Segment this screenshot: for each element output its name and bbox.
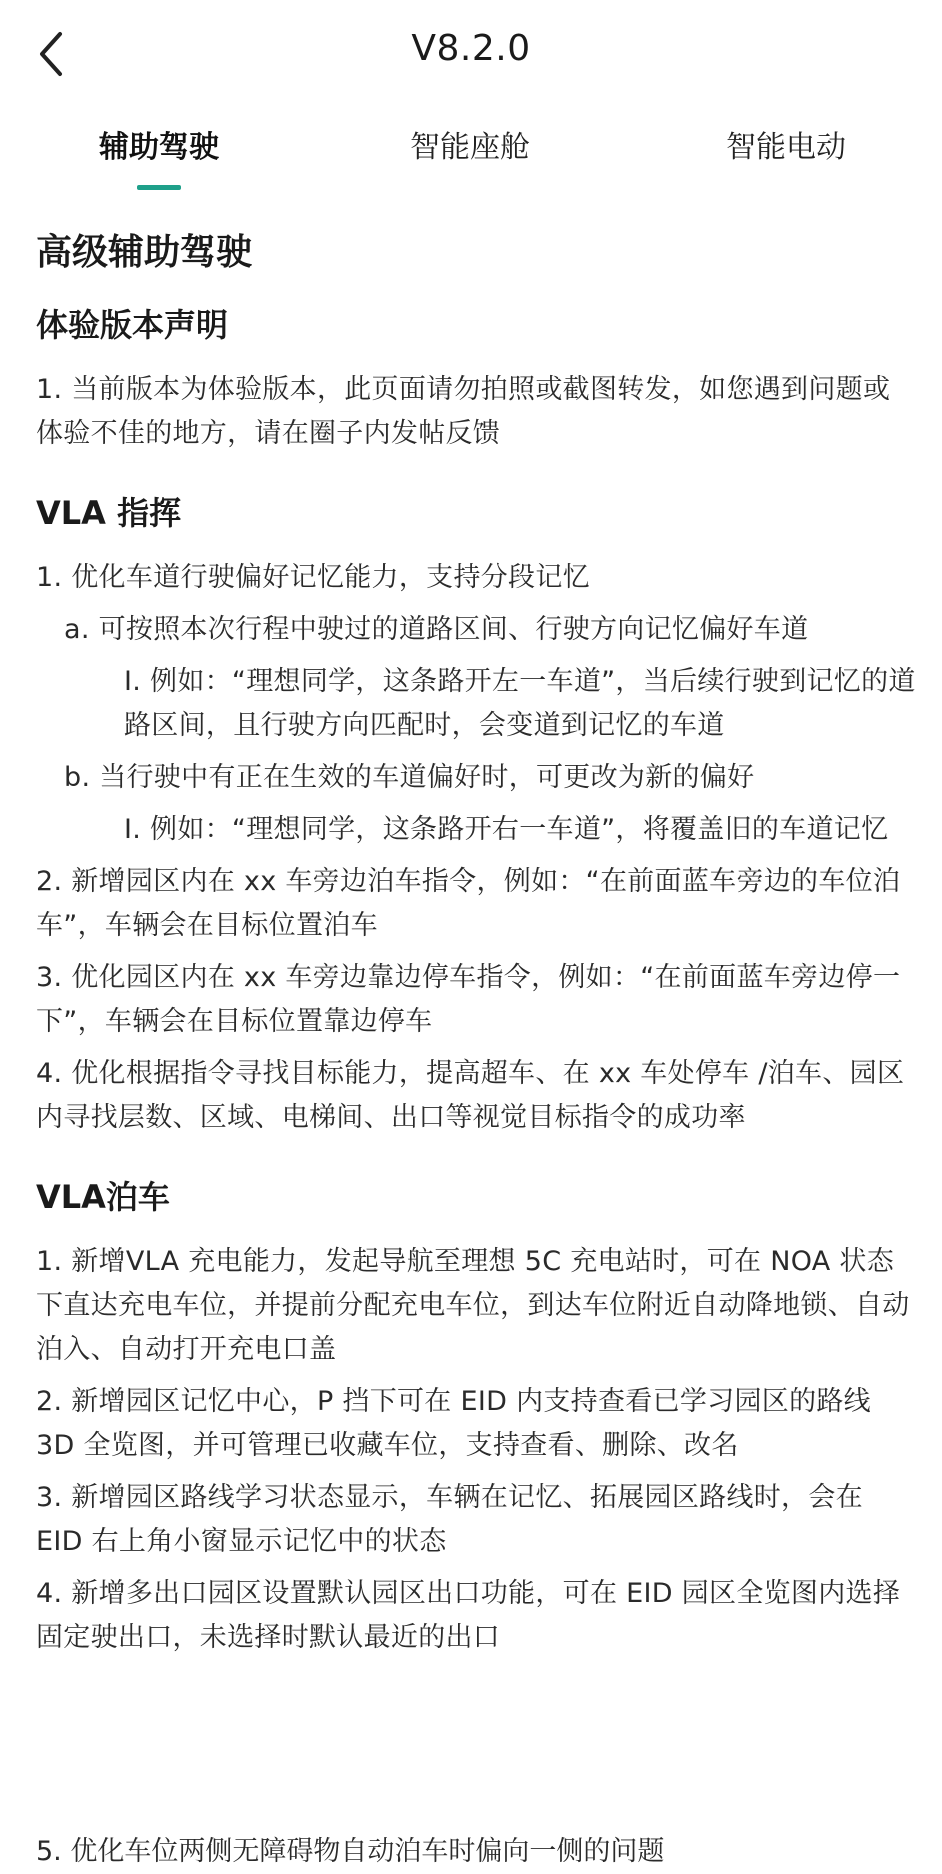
note-item: 1. 当前版本为体验版本，此页面请勿拍照或截图转发，如您遇到问题或体验不佳的地方，请在圈子内发帖反馈 bbox=[36, 374, 891, 449]
active-tab-indicator bbox=[137, 185, 181, 190]
release-notes bbox=[36, 228, 916, 1668]
section-title: VLA泊车 bbox=[36, 1178, 170, 1216]
note-subsubitem: I. 例如：“理想同学，这条路开右一车道”，将覆盖旧的车道记忆 bbox=[124, 814, 889, 845]
app-header bbox=[0, 0, 942, 110]
tab-assisted-driving[interactable]: 辅助驾驶 bbox=[99, 130, 219, 165]
note-item: 4. 优化根据指令寻找目标能力，提高超车、在 xx 车处停车 /泊车、园区内寻找层数、区域、电梯间、出口等视觉目标指令的成功率 bbox=[36, 1058, 905, 1133]
note-subsubitem: I. 例如：“理想同学，这条路开左一车道”，当后续行驶到记忆的道路区间，且行驶方向匹配时，会变道到记忆的车道 bbox=[124, 666, 916, 741]
note-item: 3. 优化园区内在 xx 车旁边靠边停车指令，例如：“在前面蓝车旁边停一下”，车辆会在目标位置靠边停车 bbox=[36, 962, 901, 1037]
note-item: 1. 新增VLA 充电能力，发起导航至理想 5C 充电站时，可在 NOA 状态下直达充电车位，并提前分配充电车位，到达车位附近自动降地锁、自动泊入、自动打开充电口盖 bbox=[36, 1246, 910, 1365]
note-item: 2. 新增园区内在 xx 车旁边泊车指令，例如：“在前面蓝车旁边的车位泊车”，车辆会在目标位置泊车 bbox=[36, 866, 901, 941]
note-subitem: b. 当行驶中有正在生效的车道偏好时，可更改为新的偏好 bbox=[64, 762, 755, 793]
note-item-partial: 5. 优化车位两侧无障碍物自动泊车时偏向一侧的问题 bbox=[36, 1836, 665, 1867]
content-heading: 高级辅助驾驶 bbox=[36, 232, 253, 273]
note-item: 3. 新增园区路线学习状态显示，车辆在记忆、拓展园区路线时，会在 EID 右上角小窗显示记忆中的状态 bbox=[36, 1482, 863, 1557]
section-title: VLA 指挥 bbox=[36, 494, 182, 532]
note-item: 2. 新增园区记忆中心，P 挡下可在 EID 内支持查看已学习园区的路线 3D 全览图，并可管理已收藏车位，支持查看、删除、改名 bbox=[36, 1386, 871, 1461]
tab-smart-electric[interactable]: 智能电动 bbox=[726, 130, 846, 165]
note-subitem: a. 可按照本次行程中驶过的道路区间、行驶方向记忆偏好车道 bbox=[64, 614, 809, 645]
note-item: 4. 新增多出口园区设置默认园区出口功能，可在 EID 园区全览图内选择固定驶出口，未选择时默认最近的出口 bbox=[36, 1578, 901, 1653]
note-item: 1. 优化车道行驶偏好记忆能力，支持分段记忆 bbox=[36, 562, 590, 593]
section-title: 体验版本声明 bbox=[36, 306, 229, 344]
tab-smart-cockpit[interactable]: 智能座舱 bbox=[410, 130, 530, 165]
page-title: V8.2.0 bbox=[411, 28, 531, 69]
